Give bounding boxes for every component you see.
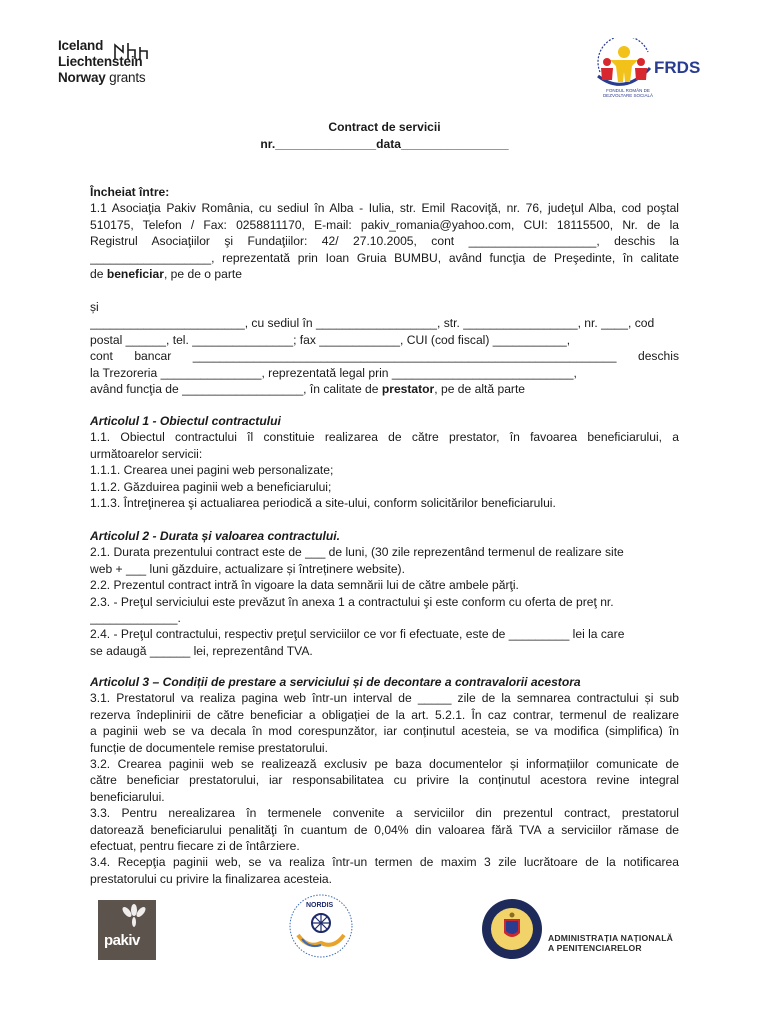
article-3-line: 3.3. Pentru nerealizarea în termenele convenite a serviciilor din prezentul contract, prestatorul [90, 806, 679, 821]
article-2-line: 2.2. Prezentul contract intră în vigoare la data semnării lui de către ambele părţi. [90, 578, 519, 593]
eea-grants-mark-icon [114, 42, 150, 60]
parties-section [90, 184, 679, 282]
contract-number-line: nr._______________data________________ [260, 137, 509, 151]
article-1-line: 1.1.2. Găzduirea paginii web a beneficiarului; [90, 479, 332, 494]
frds-logo [592, 38, 702, 100]
party1-role-line [90, 266, 679, 282]
party1-role-post: , pe de o parte [163, 267, 242, 282]
article-3-line: către beneficiar prestatorului, iar responsabilitatea cu privire la conținutul acestora revine integral [90, 773, 679, 788]
article-3-line: rezerva îndeplinirii de către beneficiar a obligației de la art. 5.2.1. În caz contrar, termenul de realizare [90, 707, 679, 722]
and-word: și [90, 300, 99, 314]
nordis-wordmark: NORDIS [306, 902, 334, 909]
pakiv-flower-icon [98, 900, 156, 934]
article-3-line: efectuat, pentru fiecare zi de întârziere. [90, 839, 300, 854]
article-3 [90, 674, 679, 887]
eea-line-1: Iceland [58, 38, 104, 53]
article-2-line: 2.1. Durata prezentului contract este de ___ de luni, (30 zile reprezentând termenul de realizare site [90, 545, 624, 560]
nordis-logo [288, 893, 354, 959]
pakiv-logo [98, 900, 156, 960]
article-1-line: următoarelor servicii: [90, 446, 203, 461]
article-3-line: funcție de documentele remise prestatorului. [90, 740, 328, 755]
contract-title: Contract de servicii [328, 120, 441, 134]
anp-emblem-icon [480, 897, 544, 961]
party2-role-pre: având funcţia de __________________, în calitate de [90, 382, 382, 397]
party1-line: 1.1 Asociaţia Pakiv România, cu sediul în Alba - Iulia, str. Emil Racoviţă, nr. 76, judeţul Alba, cod poştal [90, 201, 679, 216]
article-1-line: 1.1.3. Întreţinerea şi actualiarea periodică a site-ului, conform solicitărilor beneficiarului. [90, 496, 556, 511]
article-1-line: 1.1.1. Crearea unei pagini web personalizate; [90, 463, 334, 478]
pakiv-wordmark: pakiv [104, 932, 140, 949]
party1-line: __________________, reprezentată prin Ioan Gruia BUMBU, având funcţia de Preşedinte, în calitate [90, 250, 679, 265]
anp-line-1: ADMINISTRAȚIA NAȚIONALĂ [548, 933, 674, 943]
article-1 [90, 413, 679, 511]
party1-line: 510175, Telefon / Fax: 0258811170, E-mail: pakiv_romania@yahoo.com, CUI: 18115500, Nr. de la [90, 217, 679, 232]
frds-emblem-icon [592, 38, 656, 90]
party2-role-line [90, 381, 679, 397]
party1-role-pre: de [90, 267, 107, 282]
eea-line-2: Liechtenstein [58, 54, 143, 69]
article-2-line: 2.3. - Preţul serviciului este prevăzut în anexa 1 a contractului şi este conform cu oferta de preţ nr. [90, 594, 614, 609]
article-2-heading: Articolul 2 - Durata și valoarea contractului. [90, 529, 341, 543]
party2-line: la Trezoreria _______________, reprezentată legal prin ___________________________, [90, 365, 577, 380]
article-2-line: _____________. [90, 611, 181, 626]
article-3-line: datorează beneficiarului penalităţi în cuantum de 0,04% din valoarea fără TVA a serviciilor rămase de [90, 822, 679, 837]
party2-role-post: , pe de altă parte [434, 382, 526, 397]
eea-line-3 [58, 70, 145, 86]
frds-wordmark: FRDS [654, 58, 701, 77]
article-2-line: se adaugă ______ lei, reprezentând TVA. [90, 643, 313, 658]
party2-section [90, 299, 679, 397]
article-2 [90, 528, 679, 659]
beneficiar-term: beneficiar [106, 267, 164, 282]
eea-line-3-grants: grants [109, 70, 146, 85]
party1-line: Registrul Asociaţiilor şi Fundaţiilor: 42/ 27.10.2005, cont ___________________, deschis la [90, 234, 679, 249]
article-3-line: 3.4. Recepţia paginii web, se va realiza într-un termen de maxim 3 zile lucrătoare de la notificarea [90, 855, 679, 870]
article-3-line: 3.2. Crearea paginii web se realizează exclusiv pe baza documentelor și informațiilor comunicate de [90, 757, 679, 772]
frds-subtitle: FONDUL ROMÂN DE DEZVOLTARE SOCIALĂ [602, 88, 654, 98]
party2-line: cont bancar _______________________________________________________________ deschis [90, 349, 679, 364]
eea-grants-logo [58, 38, 198, 98]
article-3-line: a paginii web se va decala în mod corespunzător, iar conținutul acesteia, se va modifica (simplifica) în [90, 724, 679, 739]
article-1-line: 1.1. Obiectul contractului îl constituie realizarea de către prestator, în favoarea beneficiarului, a [90, 430, 679, 445]
prestator-term: prestator [381, 382, 435, 397]
article-3-line: beneficiarului. [90, 789, 165, 804]
eea-line-3-norway: Norway [58, 70, 106, 85]
anp-line-2: A PENITENCIARELOR [548, 943, 642, 953]
article-2-line: 2.4. - Preţul contractului, respectiv preţul serviciilor ce vor fi efectuate, este de _________ lei la care [90, 627, 625, 642]
article-3-heading: Articolul 3 – Condiții de prestare a serviciului și de decontare a contravalorii acestora [90, 675, 581, 689]
article-1-heading: Articolul 1 - Obiectul contractului [90, 414, 281, 428]
party2-line: _______________________, cu sediul în __________________, str. _________________, nr. ____, cod [90, 316, 655, 331]
party2-line: postal ______, tel. _______________; fax ____________, CUI (cod fiscal) ___________, [90, 332, 571, 347]
anp-wordmark [548, 933, 673, 953]
parties-heading: Încheiat între: [90, 185, 170, 199]
article-3-line: 3.1. Prestatorul va realiza pagina web într-un interval de _____ zile de la semnarea contractului și sub [90, 691, 679, 706]
anp-logo [480, 897, 680, 961]
article-2-line: web + ___ luni găzduire, actualizare și întreținere website). [90, 561, 405, 576]
article-3-line: prestatorului cu privire la finalizarea acesteia. [90, 871, 332, 886]
